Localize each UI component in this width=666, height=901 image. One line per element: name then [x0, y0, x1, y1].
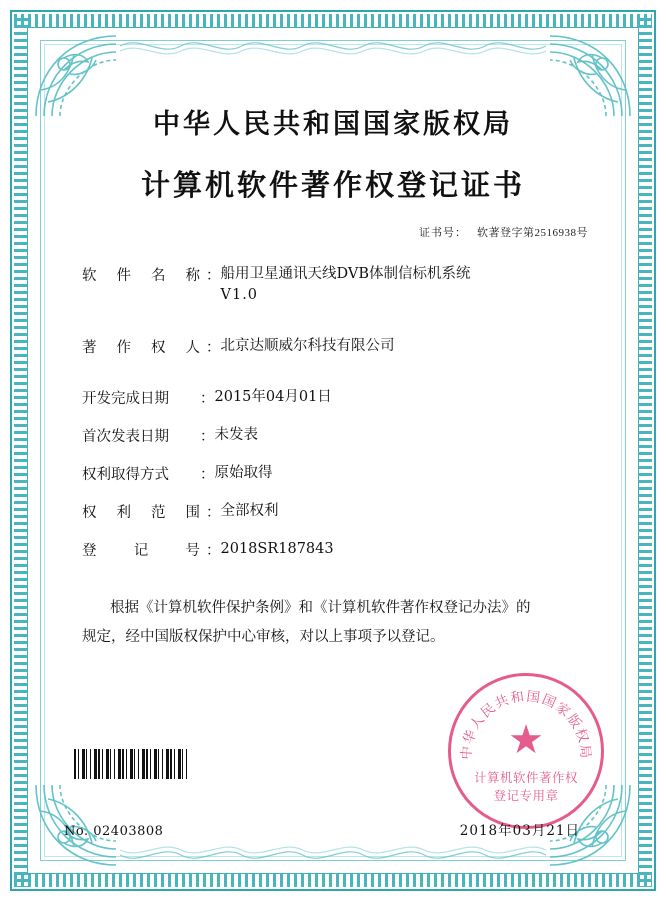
field-colon: ：	[200, 429, 215, 446]
seal-line-1: 计算机软件著作权	[473, 770, 578, 785]
field-value-line2: V1.0	[220, 287, 259, 304]
field-colon: ：	[206, 505, 221, 522]
field-label: 首次发表日期	[82, 429, 169, 446]
field-value: 北京达顺威尔科技有限公司	[220, 338, 395, 355]
seal-arc-label: 中华人民共和国国家版权局	[458, 688, 594, 761]
statement-line-1: 根据《计算机软件保护条例》和《计算机软件著作权登记办法》的	[110, 600, 531, 617]
barcode	[74, 749, 188, 779]
field-value: 全部权利	[220, 503, 279, 520]
issue-date: 2018年03月21日	[459, 823, 580, 839]
field-value: 原始取得	[214, 465, 273, 482]
field-value	[221, 264, 601, 306]
statement-line-2: 规定，经中国版权保护中心审核，对以上事项予以登记。	[82, 629, 445, 646]
field-label: 权利取得方式	[82, 467, 169, 484]
field-colon: ：	[200, 391, 215, 408]
top-ornament-band	[120, 33, 546, 59]
field-value: 未发表	[214, 427, 258, 444]
field-software-name	[82, 264, 600, 306]
serial-label: No.	[64, 824, 89, 839]
field-list	[56, 264, 610, 560]
field-rights-scope	[82, 501, 600, 522]
field-label: 权 利 范 围	[82, 505, 200, 522]
field-label: 著 作 权 人	[82, 340, 200, 357]
field-copyright-owner	[82, 336, 600, 357]
field-colon: ：	[206, 340, 221, 357]
field-colon: ：	[206, 543, 221, 560]
field-colon: ：	[200, 467, 215, 484]
field-label: 软 件 名 称	[82, 268, 200, 284]
field-development-date	[82, 387, 600, 408]
field-rights-acquisition	[82, 463, 600, 484]
seal-line-2: 登记专用章	[493, 788, 559, 803]
certificate-number	[56, 224, 610, 240]
field-colon: ：	[206, 268, 221, 284]
certificate-number-value: 软著登字第2516938号	[477, 227, 588, 239]
serial-value: 02403808	[93, 824, 164, 839]
star-icon: ★	[508, 717, 544, 762]
issuer-title: 中华人民共和国国家版权局	[153, 109, 513, 140]
serial-number	[64, 824, 163, 839]
field-label: 登 记 号	[82, 543, 200, 560]
certificate-number-label: 证书号：	[419, 227, 467, 239]
field-registration-number	[82, 539, 600, 560]
field-value: 2018SR187843	[220, 541, 334, 558]
official-seal	[448, 673, 604, 829]
field-value: 2015年04月01日	[214, 389, 332, 406]
legal-statement	[56, 594, 610, 652]
certificate-title: 计算机软件著作权登记证书	[140, 168, 525, 202]
bottom-ornament-band	[120, 842, 546, 868]
field-label: 开发完成日期	[82, 391, 169, 408]
field-first-publication-date	[82, 425, 600, 446]
field-value-line1: 船用卫星通讯天线DVB体制信标机系统	[220, 266, 471, 282]
